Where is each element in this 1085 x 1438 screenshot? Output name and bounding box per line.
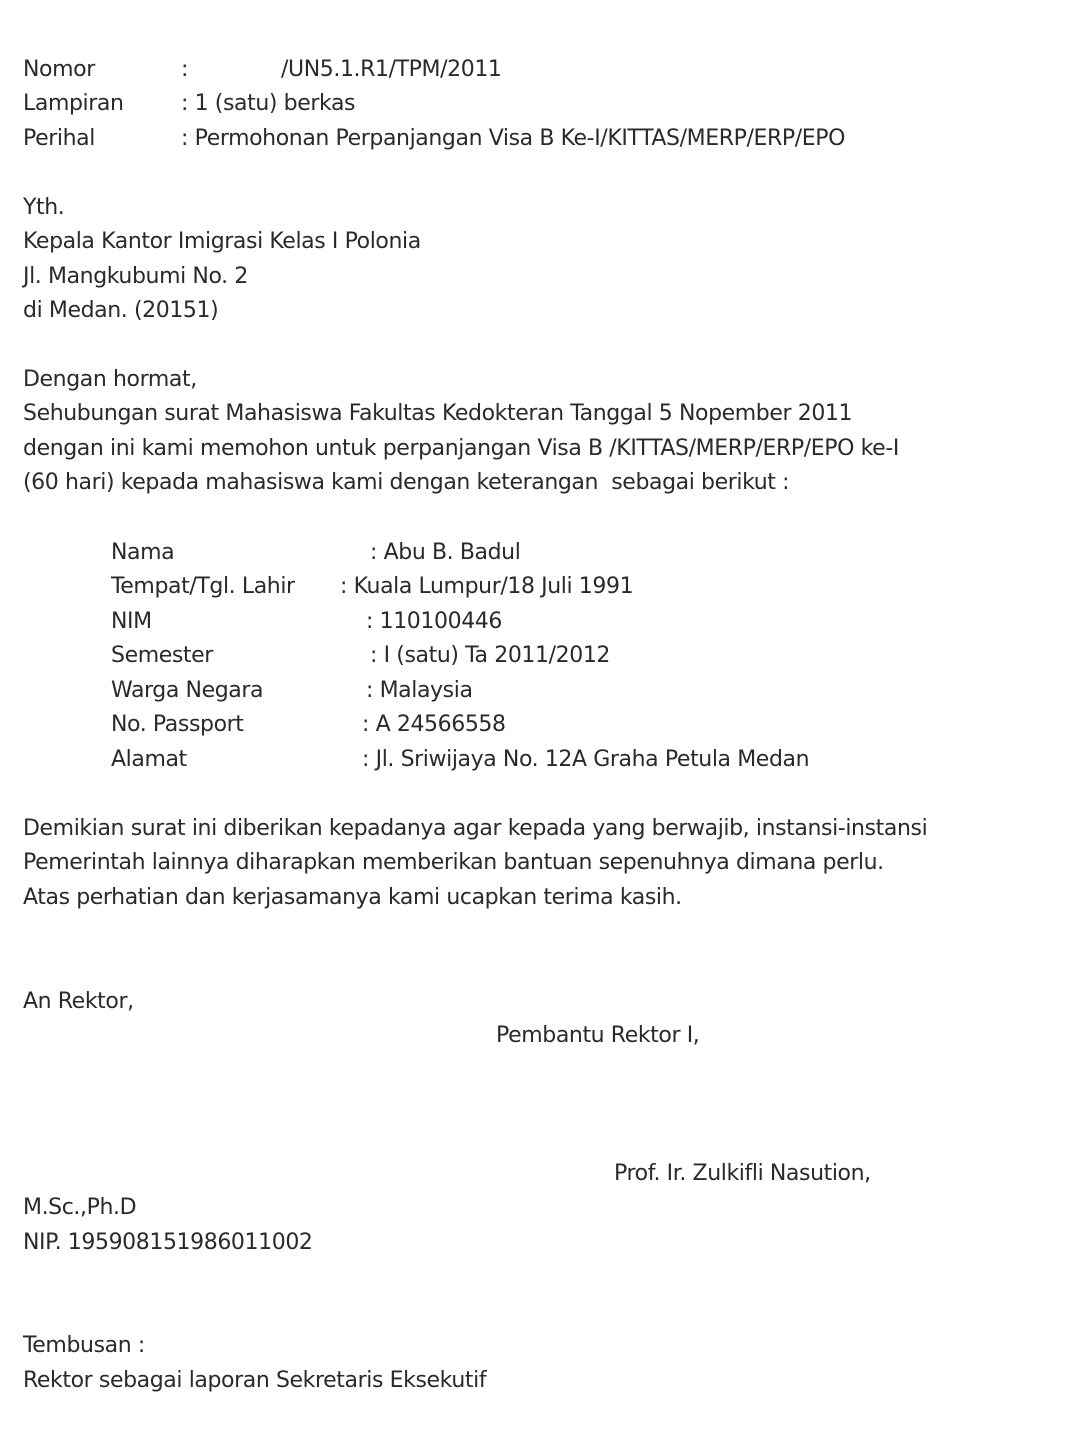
greeting: Dengan hormat, [23, 367, 197, 392]
signatory-name: Prof. Ir. Zulkifli Nasution, [614, 1161, 871, 1186]
warga-label: Warga Negara [111, 678, 264, 703]
recipient-yth: Yth. [23, 195, 65, 220]
body-line-3: (60 hari) kepada mahasiswa kami dengan keterangan sebagai berikut : [23, 470, 790, 495]
semester-value: : I (satu) Ta 2011/2012 [370, 643, 611, 668]
warga-value: : Malaysia [366, 678, 473, 703]
perihal-label: Perihal [23, 126, 95, 151]
closing-line-2: Pemerintah lainnya diharapkan memberikan bantuan sepenuhnya dimana perlu. [23, 850, 884, 875]
nomor-label: Nomor [23, 57, 95, 82]
passport-value: : A 24566558 [362, 712, 506, 737]
semester-label: Semester [111, 643, 213, 668]
lampiran-value: : 1 (satu) berkas [181, 91, 356, 116]
signatory-nip: NIP. 195908151986011002 [23, 1230, 313, 1255]
ttl-label: Tempat/Tgl. Lahir [111, 574, 295, 599]
alamat-label: Alamat [111, 747, 187, 772]
nama-value: : Abu B. Badul [370, 540, 521, 565]
tembusan-line-1: Rektor sebagai laporan Sekretaris Eksekutif [23, 1368, 487, 1393]
recipient-city: di Medan. (20151) [23, 298, 219, 323]
pembantu-rektor: Pembantu Rektor I, [496, 1023, 700, 1048]
closing-line-1: Demikian surat ini diberikan kepadanya agar kepada yang berwajib, instansi-instansi [23, 816, 928, 841]
lampiran-label: Lampiran [23, 91, 124, 116]
closing-line-3: Atas perhatian dan kerjasamanya kami ucapkan terima kasih. [23, 885, 682, 910]
nim-label: NIM [111, 609, 152, 634]
perihal-value: : Permohonan Perpanjangan Visa B Ke-I/KITTAS/MERP/ERP/EPO [181, 126, 846, 151]
passport-label: No. Passport [111, 712, 244, 737]
nim-value: : 110100446 [366, 609, 502, 634]
nomor-value: /UN5.1.R1/TPM/2011 [281, 57, 502, 82]
body-line-1: Sehubungan surat Mahasiswa Fakultas Kedokteran Tanggal 5 Nopember 2011 [23, 401, 853, 426]
an-rektor: An Rektor, [23, 989, 134, 1014]
ttl-value: : Kuala Lumpur/18 Juli 1991 [340, 574, 634, 599]
recipient-office: Kepala Kantor Imigrasi Kelas I Polonia [23, 229, 421, 254]
signatory-degree: M.Sc.,Ph.D [23, 1195, 137, 1220]
nomor-colon: : [181, 57, 189, 82]
tembusan-label: Tembusan : [23, 1333, 145, 1358]
recipient-street: Jl. Mangkubumi No. 2 [23, 264, 248, 289]
nama-label: Nama [111, 540, 175, 565]
body-line-2: dengan ini kami memohon untuk perpanjangan Visa B /KITTAS/MERP/ERP/EPO ke-I [23, 436, 899, 461]
alamat-value: : Jl. Sriwijaya No. 12A Graha Petula Medan [362, 747, 810, 772]
